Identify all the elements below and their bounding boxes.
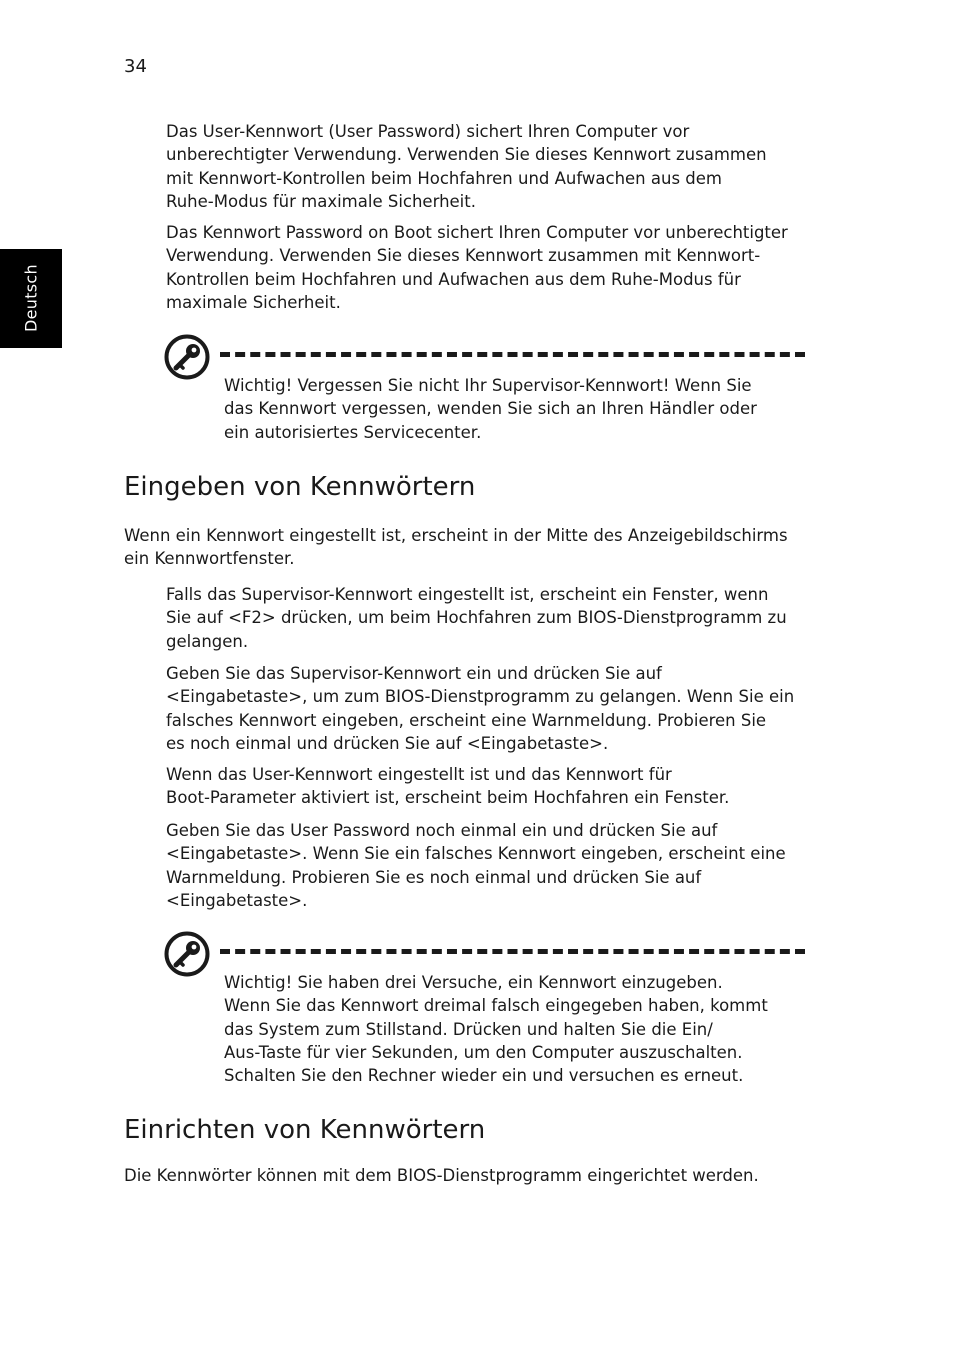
note-important-three-attempts bbox=[224, 971, 768, 1087]
note-text: Sie haben drei Versuche, ein Kennwort einzugeben. Wenn Sie das Kennwort dreimal falsch eingegeben haben, kommt das System zum Stillstand. Drücken und halten Sie die Ein/ Aus-Taste für vier Sekunden, um den Computer auszuschalten. Schalten Sie den Rechner wieder ein und versuchen es erneut. bbox=[224, 973, 768, 1086]
note-important-supervisor bbox=[224, 374, 757, 444]
intro-paragraph-password-on-boot: Das Kennwort Password on Boot sichert Ihren Computer vor unberechtigter Verwendung. Verwenden Sie dieses Kennwort zusammen mit Kennwort- Kontrollen beim Hochfahren und Aufwachen aus dem Ruhe-Modus für maximale Sicherheit. bbox=[166, 223, 788, 312]
paragraph-user-password-window: Wenn das User-Kennwort eingestellt ist und das Kennwort für Boot-Parameter aktiviert ist, erscheint beim Hochfahren ein Fenster. bbox=[166, 765, 730, 808]
key-icon bbox=[164, 931, 210, 977]
paragraph-enter-supervisor: Geben Sie das Supervisor-Kennwort ein und drücken Sie auf <Eingabetaste>, um zum BIOS-Dienstprogramm zu gelangen. Wenn Sie ein falsches Kennwort eingeben, erscheint eine Warnmeldung. Probieren Sie es noch einmal und drücken Sie auf <Eingabetaste>. bbox=[166, 664, 795, 753]
key-icon bbox=[164, 334, 210, 380]
note-divider bbox=[220, 352, 805, 357]
section-lead: Wenn ein Kennwort eingestellt ist, erscheint in der Mitte des Anzeigebildschirms ein Kennwortfenster. bbox=[124, 526, 788, 569]
paragraph-enter-user-password: Geben Sie das User Password noch einmal ein und drücken Sie auf <Eingabetaste>. Wenn Sie ein falsches Kennwort eingeben, erscheint eine Warnmeldung. Probieren Sie es noch einmal und drücken Sie auf <Eingabetaste>. bbox=[166, 821, 786, 910]
section-heading-setting-passwords: Einrichten von Kennwörtern bbox=[124, 1115, 486, 1145]
language-tab-label: Deutsch bbox=[21, 264, 41, 332]
paragraph-supervisor-window: Falls das Supervisor-Kennwort eingestellt ist, erscheint ein Fenster, wenn Sie auf <F2> drücken, um beim Hochfahren zum BIOS-Dienstprogramm zu gelangen. bbox=[166, 585, 787, 651]
section-heading-entering-passwords: Eingeben von Kennwörtern bbox=[124, 472, 476, 502]
page-number: 34 bbox=[124, 56, 147, 77]
note-divider bbox=[220, 949, 805, 954]
note-label: Wichtig! bbox=[224, 973, 293, 992]
language-tab bbox=[0, 249, 62, 348]
section-lead: Die Kennwörter können mit dem BIOS-Dienstprogramm eingerichtet werden. bbox=[124, 1166, 759, 1185]
note-label: Wichtig! bbox=[224, 376, 293, 395]
intro-paragraph-user-password: Das User-Kennwort (User Password) sichert Ihren Computer vor unberechtigter Verwendung. Verwenden Sie dieses Kennwort zusammen mit Kennwort-Kontrollen beim Hochfahren und Aufwachen aus dem Ruhe-Modus für maximale Sicherheit. bbox=[166, 122, 767, 211]
note-text: Vergessen Sie nicht Ihr Supervisor-Kennwort! Wenn Sie das Kennwort vergessen, wenden Sie sich an Ihren Händler oder ein autorisiertes Servicecenter. bbox=[224, 376, 757, 442]
